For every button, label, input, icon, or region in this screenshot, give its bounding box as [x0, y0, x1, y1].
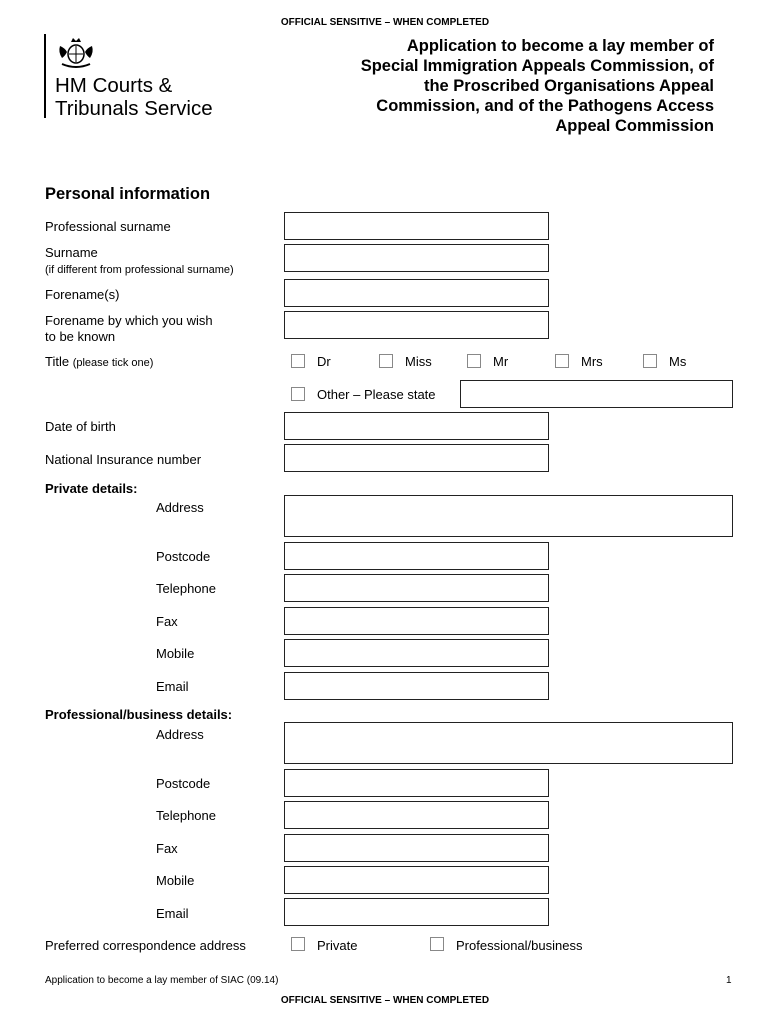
title-line-4: Commission, and of the Pathogens Access: [376, 97, 714, 115]
correspondence-label: Preferred correspondence address: [45, 938, 246, 953]
private-telephone-label: Telephone: [156, 581, 216, 596]
dob-input[interactable]: [284, 412, 549, 440]
classification-marking-top: OFFICIAL SENSITIVE – WHEN COMPLETED: [280, 17, 490, 28]
title-other-input[interactable]: [460, 380, 733, 408]
document-title: [274, 36, 714, 136]
surname-note-text: (if different from professional surname): [45, 264, 234, 276]
title-miss-checkbox[interactable]: [379, 354, 393, 368]
hmcts-logo: [44, 34, 249, 120]
logo-line-1: HM Courts &: [55, 74, 173, 97]
footer-form-reference: Application to become a lay member of SIAC (09.14): [45, 975, 279, 986]
correspondence-private-checkbox[interactable]: [291, 937, 305, 951]
professional-surname-input[interactable]: [284, 212, 549, 240]
professional-mobile-label: Mobile: [156, 873, 195, 888]
dob-label: Date of birth: [45, 419, 116, 434]
professional-details-heading: Professional/business details:: [45, 707, 233, 722]
logo-text: [55, 74, 213, 120]
known-as-label-line1: Forename by which you wish: [45, 313, 213, 328]
logo-divider: [44, 34, 46, 118]
private-address-label: Address: [156, 500, 204, 515]
private-email-label: Email: [156, 679, 189, 694]
title-dr-label: Dr: [317, 354, 331, 369]
title-mr-checkbox[interactable]: [467, 354, 481, 368]
classification-marking-bottom: OFFICIAL SENSITIVE – WHEN COMPLETED: [280, 995, 490, 1006]
forenames-label: Forename(s): [45, 287, 120, 302]
private-email-input[interactable]: [284, 672, 549, 700]
correspondence-professional-checkbox[interactable]: [430, 937, 444, 951]
correspondence-private-label: Private: [317, 938, 358, 953]
private-postcode-label: Postcode: [156, 549, 211, 564]
title-ms-checkbox[interactable]: [643, 354, 657, 368]
title-line-3: the Proscribed Organisations Appeal: [423, 77, 714, 95]
professional-fax-label: Fax: [156, 841, 178, 856]
forenames-input[interactable]: [284, 279, 549, 307]
professional-telephone-input[interactable]: [284, 801, 549, 829]
private-postcode-input[interactable]: [284, 542, 549, 570]
title-line-2: Special Immigration Appeals Commission, of: [360, 57, 714, 75]
title-line-1: Application to become a lay member of: [406, 37, 714, 55]
section-title-personal: Personal information: [45, 185, 211, 203]
title-other-checkbox[interactable]: [291, 387, 305, 401]
known-as-label-line2: to be known: [45, 329, 116, 344]
title-line-5: Appeal Commission: [555, 117, 714, 135]
professional-address-input[interactable]: [284, 722, 733, 764]
surname-input[interactable]: [284, 244, 549, 272]
professional-postcode-input[interactable]: [284, 769, 549, 797]
title-mrs-checkbox[interactable]: [555, 354, 569, 368]
professional-telephone-label: Telephone: [156, 808, 216, 823]
professional-surname-label: Professional surname: [45, 219, 171, 234]
private-mobile-label: Mobile: [156, 646, 195, 661]
title-other-label: Other – Please state: [317, 387, 436, 402]
private-details-heading: Private details:: [45, 481, 138, 496]
title-label: [45, 354, 153, 371]
title-mr-label: Mr: [493, 354, 509, 369]
private-mobile-input[interactable]: [284, 639, 549, 667]
title-mrs-label: Mrs: [581, 354, 603, 369]
professional-email-input[interactable]: [284, 898, 549, 926]
footer-page-number: 1: [726, 975, 732, 986]
title-dr-checkbox[interactable]: [291, 354, 305, 368]
ni-number-input[interactable]: [284, 444, 549, 472]
logo-line-2: Tribunals Service: [55, 97, 213, 120]
title-miss-label: Miss: [405, 354, 432, 369]
title-label-note: (please tick one): [72, 357, 154, 369]
professional-email-label: Email: [156, 906, 189, 921]
private-address-input[interactable]: [284, 495, 733, 537]
professional-address-label: Address: [156, 727, 204, 742]
known-as-input[interactable]: [284, 311, 549, 339]
surname-note: [45, 261, 234, 278]
surname-label: Surname: [45, 245, 98, 260]
ni-number-label: National Insurance number: [45, 452, 202, 467]
private-telephone-input[interactable]: [284, 574, 549, 602]
private-fax-input[interactable]: [284, 607, 549, 635]
professional-fax-input[interactable]: [284, 834, 549, 862]
private-fax-label: Fax: [156, 614, 178, 629]
title-label-text: Title: [45, 354, 70, 369]
professional-mobile-input[interactable]: [284, 866, 549, 894]
title-ms-label: Ms: [669, 354, 687, 369]
professional-postcode-label: Postcode: [156, 776, 211, 791]
royal-crest-icon: [54, 34, 98, 70]
correspondence-professional-label: Professional/business: [456, 938, 583, 953]
